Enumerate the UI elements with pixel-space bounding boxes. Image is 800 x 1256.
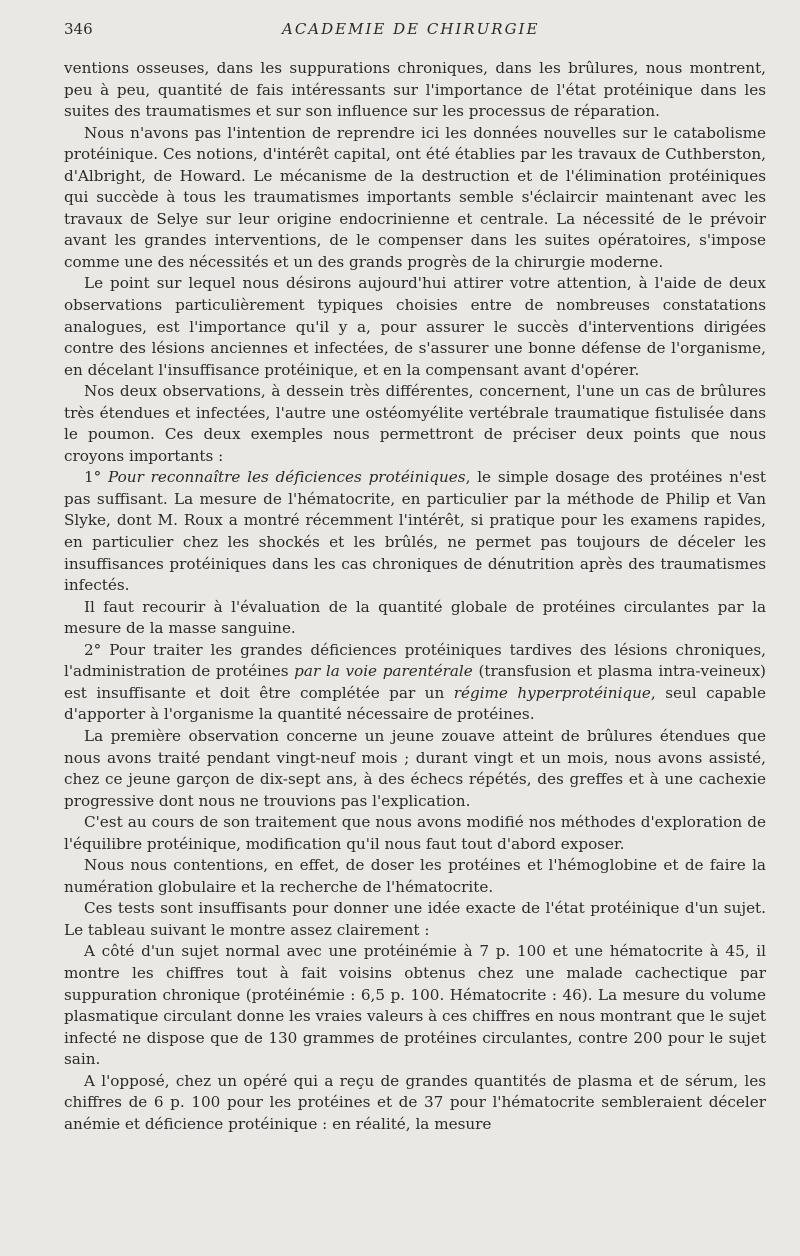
paragraph	[64, 381, 766, 467]
paragraph	[64, 58, 766, 123]
text-run: A l'opposé, chez un opéré qui a reçu de grandes quantités de plasma et de sérum, les chiffres de 6 p. 100 pour les protéines et de 37 pour l'hématocrite sembleraient déceler anémie et déficience protéinique : en réalité, la mesure	[64, 1071, 766, 1133]
italic-text: régime hyperprotéinique	[453, 683, 651, 702]
text-run: Il faut recourir à l'évaluation de la quantité globale de protéines circulantes par la mesure de la masse sanguine.	[64, 597, 766, 638]
paragraph	[64, 123, 766, 274]
text-run: , le simple dosage des protéines n'est pas suffisant. La mesure de l'hématocrite, en particulier par la méthode de Philip et Van Slyke, dont M. Roux a montré récemment l'intérêt, si pratique pour les examens rapides, en particulier chez les shockés et les brûlés, ne permet pas toujours de déceler les insuffisances protéiniques dans les cas chroniques de dénutrition après des traumatismes infectés.	[64, 468, 766, 595]
paragraph	[64, 898, 766, 941]
paragraph	[64, 941, 766, 1070]
text-run: Le point sur lequel nous désirons aujourd'hui attirer votre attention, à l'aide de deux observations particulièrement typiques choisies entre de nombreuses constatations analogues, est l'importance qu'il y a, pour assurer le succès d'interventions dirigées contre des lésions anciennes et infectées, de s'assurer une bonne défense de l'organisme, en décelant l'insuffisance protéinique, et en la compensant avant d'opérer.	[64, 274, 766, 379]
paragraph	[64, 597, 766, 640]
text-run: ventions osseuses, dans les suppurations chroniques, dans les brûlures, nous montrent, peu à peu, quantité de fais intéressants sur l'importance de l'état protéinique dans les suites des traumatismes et sur son influence sur les processus de réparation.	[64, 59, 766, 121]
paragraph	[64, 812, 766, 855]
paragraph	[64, 467, 766, 596]
text-run: La première observation concerne un jeune zouave atteint de brûlures étendues que nous avons traité pendant vingt-neuf mois ; durant vingt et un mois, nous avons assisté, chez ce jeune garçon de dix-sept ans, à des échecs répétés, des greffes et à une cachexie progressive dont nous ne trouvions pas l'explication.	[64, 726, 766, 810]
text-run: Nous nous contentions, en effet, de doser les protéines et l'hémoglobine et de faire la numération globulaire et la recherche de l'hématocrite.	[64, 856, 766, 896]
paragraph	[64, 726, 766, 812]
text-run: A côté d'un sujet normal avec une protéinémie à 7 p. 100 et une hématocrite à 45, il montre les chiffres tout à fait voisins obtenus chez une malade cachectique par suppuration chronique (protéinémie : 6,5 p. 100. Hématocrite : 46). La mesure du volume plasmatique circulant donne les vraies valeurs à ces chiffres en nous montrant que le sujet infecté ne dispose que de 130 grammes de protéines circulantes, contre 200 pour le sujet sain.	[64, 942, 766, 1069]
page-number: 346	[64, 20, 93, 38]
article-body	[64, 58, 766, 1135]
text-run: Nous n'avons pas l'intention de reprendre ici les données nouvelles sur le catabolisme protéinique. Ces notions, d'intérêt capital, ont été établies par les travaux de Cuthberston, d'Albright, de Howard. Le mécanisme de la destruction et de l'élimination protéiniques qui succède à tous les traumatismes importants semble s'éclaircir maintenant avec les travaux de Selye sur leur origine endocrinienne et centrale. La nécessité de le prévoir avant les grandes interventions, de le compenser dans les suites opératoires, s'impose comme une des nécessités et un des grands progrès de la chirurgie moderne.	[64, 123, 766, 271]
paragraph	[64, 855, 766, 898]
running-head	[64, 20, 766, 44]
text-run: C'est au cours de son traitement que nous avons modifié nos méthodes d'exploration de l'équilibre protéinique, modification qu'il nous faut tout d'abord exposer.	[64, 813, 766, 853]
paragraph	[64, 1071, 766, 1136]
italic-text: Pour reconnaître les déficiences protéiniques	[108, 468, 466, 487]
text-run: Nos deux observations, à dessein très différentes, concernent, l'une un cas de brûlures très étendues et infectées, l'autre une ostéomyélite vertébrale traumatique fistulisée dans le poumon. Ces deux exemples nous permettront de préciser deux points que nous croyons importants :	[64, 382, 766, 465]
paragraph	[64, 273, 766, 381]
italic-text: par la voie parentérale	[294, 662, 473, 681]
paragraph	[64, 640, 766, 726]
text-run: Ces tests sont insuffisants pour donner une idée exacte de l'état protéinique d'un sujet. Le tableau suivant le montre assez clairement :	[64, 899, 766, 939]
text-run: 2° Pour traiter les grandes déficiences protéiniques tardives des lésions chroniques, l'administration de protéines	[64, 640, 766, 681]
journal-title: ACADEMIE DE CHIRURGIE	[282, 20, 540, 38]
text-run: (transfusion et plasma intra-veineux) est insuffisante et doit être complétée par un	[64, 662, 766, 702]
text-run: , seul capable d'apporter à l'organisme la quantité nécessaire de protéines.	[64, 683, 766, 724]
text-run: 1°	[84, 468, 109, 487]
